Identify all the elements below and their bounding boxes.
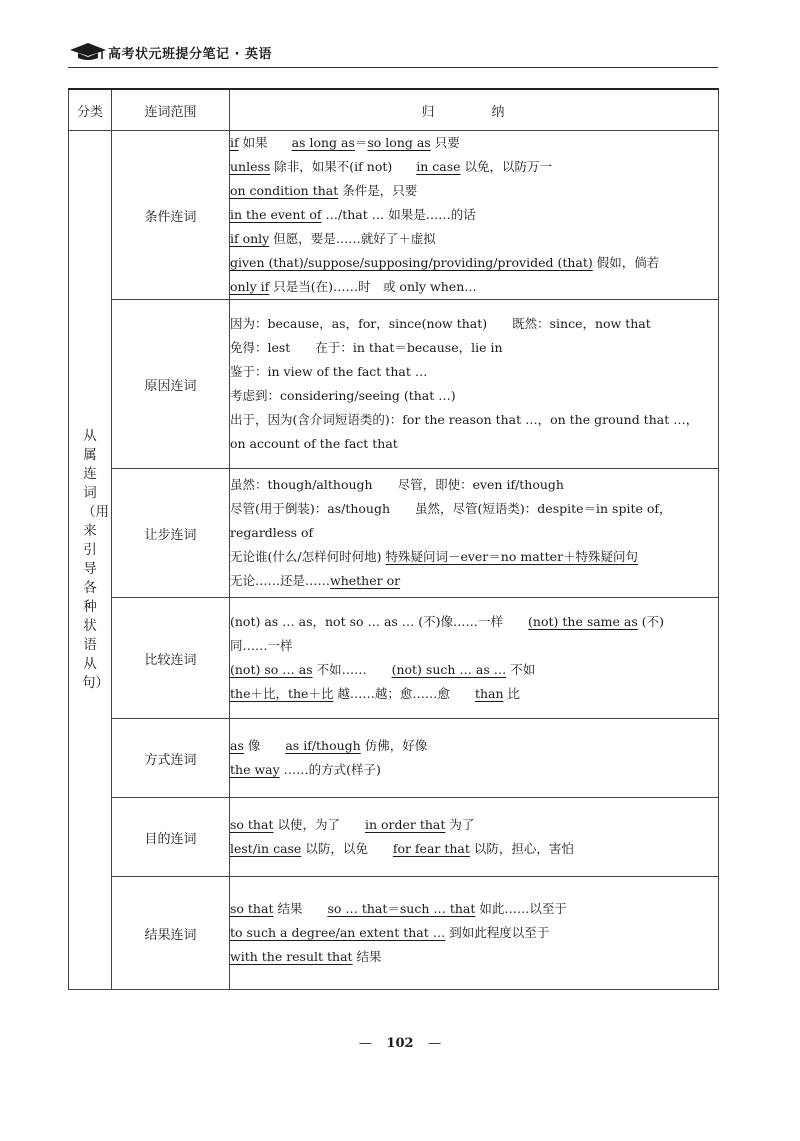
summary-manner: as 像 as if/though 仿佛，好像 the way ……的方式(样子) (230, 719, 719, 798)
row-purpose (69, 798, 719, 877)
category-concession: 让步连词 (112, 469, 230, 598)
footer-dash-right: — (428, 1036, 442, 1051)
summary-concession: 虽然：though/although 尽管，即使：even if/though 尽管(用于倒装)：as/though 虽然，尽管(短语类)：despite＝in spite of， regardless of 无论谁(什么/怎样何时何地) 特殊疑问词－ever＝no matter＋特殊疑问句 无论……还是……whether or (230, 469, 719, 598)
category-condition: 条件连词 (112, 131, 230, 300)
row-result (69, 877, 719, 990)
category-result: 结果连词 (112, 877, 230, 990)
page-footer (0, 1036, 800, 1051)
row-concession (69, 469, 719, 598)
graduation-cap-icon (68, 42, 108, 62)
header-range: 连词范围 (112, 89, 230, 131)
header-summary: 归 纳 (230, 89, 719, 131)
category-cause: 原因连词 (112, 300, 230, 469)
conjunction-table (68, 88, 719, 990)
row-condition (69, 131, 719, 300)
summary-comparison: (not) as … as，not so … as … (不)像……一样 (not) the same as (不) 同……一样 (not) so … as 不如…… (not) such … as … 不如 the＋比，the＋比 越……越；愈……愈 than 比 (230, 598, 719, 719)
header-category: 分类 (69, 89, 112, 131)
page-number: 102 (386, 1036, 414, 1051)
row-cause (69, 300, 719, 469)
table-header-row (69, 89, 719, 131)
category-purpose: 目的连词 (112, 798, 230, 877)
summary-result: so that 结果 so … that＝such … that 如此……以至于 to such a degree/an extent that … 到如此程度以至于 with the result that 结果 (230, 877, 719, 990)
summary-condition: if 如果 as long as＝so long as 只要 unless 除非，如果不(if not) in case 以免，以防万一 on condition that 条件是，只要 in the event of …/that … 如果是……的话 if only 但愿，要是……就好了＋虚拟 given (that)/suppose/supposing/providing/provided (that) 假如，倘若 only if 只是当(在)……时 或 only when… (230, 131, 719, 300)
footer-dash-left: — (358, 1036, 372, 1051)
category-comparison: 比较连词 (112, 598, 230, 719)
row-manner (69, 719, 719, 798)
header-title: 高考状元班提分笔记 · 英语 (108, 47, 272, 62)
category-manner: 方式连词 (112, 719, 230, 798)
page-header (68, 40, 718, 70)
group-label: 从属连词（用来引导各种状语从句） (69, 131, 112, 990)
row-comparison (69, 598, 719, 719)
summary-cause: 因为：because，as，for，since(now that) 既然：since，now that 免得：lest 在于：in that＝because，lie in 鉴于：in view of the fact that … 考虑到：considering/seeing (that …) 出于，因为(含介词短语类的)：for the reason that …，on the ground that …， on account of the fact that (230, 300, 719, 469)
header-rule (68, 67, 718, 68)
summary-purpose: so that 以使，为了 in order that 为了 lest/in case 以防，以免 for fear that 以防，担心，害怕 (230, 798, 719, 877)
